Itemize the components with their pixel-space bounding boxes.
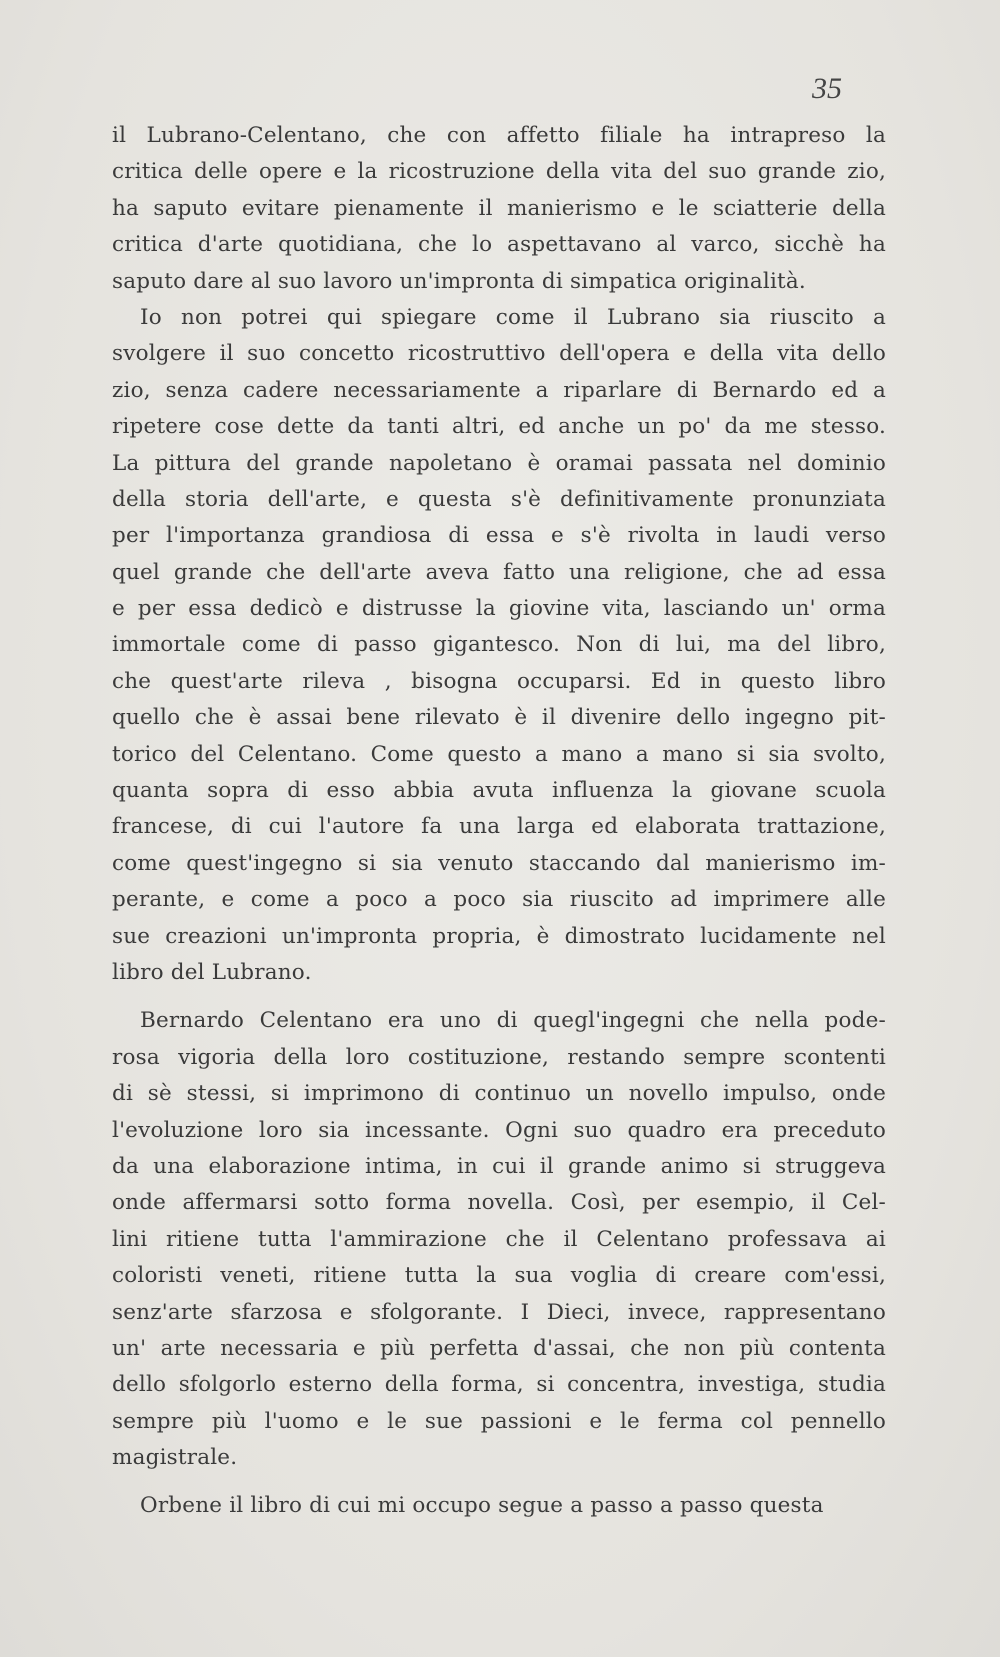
paragraph [112, 118, 886, 300]
text-line: zio, senza cadere necessariamente a riparlare di Bernardo ed a [112, 377, 886, 403]
paragraph-gap [112, 991, 886, 1003]
text-line: quel grande che dell'arte aveva fatto una religione, che ad essa [112, 559, 886, 585]
text-line: l'evoluzione loro sia incessante. Ogni suo quadro era preceduto [112, 1117, 886, 1143]
text-line: sempre più l'uomo e le sue passioni e le ferma col pennello [112, 1408, 886, 1434]
text-line: rosa vigoria della loro costituzione, restando sempre scontenti [112, 1044, 886, 1070]
text-line: lini ritiene tutta l'ammirazione che il Celentano professava ai [112, 1226, 886, 1252]
text-line: perante, e come a poco a poco sia riuscito ad imprimere alle [112, 887, 886, 913]
text-line: onde affermarsi sotto forma novella. Così, per esempio, il Cel- [112, 1190, 886, 1216]
text-line: e per essa dedicò e distrusse la giovine vita, lasciando un' orma [112, 596, 886, 622]
text-line: quello che è assai bene rilevato è il divenire dello ingegno pit- [112, 705, 886, 731]
text-line: critica d'arte quotidiana, che lo aspettavano al varco, sicchè ha [112, 232, 886, 258]
text-line: La pittura del grande napoletano è oramai passata nel dominio [112, 450, 886, 476]
text-line: per l'importanza grandiosa di essa e s'è rivolta in laudi verso [112, 523, 886, 549]
text-line: sue creazioni un'impronta propria, è dimostrato lucidamente nel [112, 923, 886, 949]
text-line: di sè stessi, si imprimono di continuo un novello impulso, onde [112, 1081, 886, 1107]
text-line: un' arte necessaria e più perfetta d'assai, che non più contenta [112, 1335, 886, 1361]
text-line: della storia dell'arte, e questa s'è definitivamente pronunziata [112, 486, 886, 512]
text-line: il Lubrano-Celentano, che con affetto filiale ha intrapreso la [112, 123, 886, 148]
paragraph [112, 300, 886, 991]
text-line: saputo dare al suo lavoro un'impronta di simpatica originalità. [112, 268, 806, 294]
text-line: dello sfolgorlo esterno della forma, si concentra, investiga, studia [112, 1372, 886, 1398]
paragraph [112, 1003, 886, 1476]
text-line: come quest'ingegno si sia venuto staccando dal manierismo im- [112, 850, 886, 876]
text-line: magistrale. [112, 1445, 238, 1471]
text-line: Bernardo Celentano era uno di quegl'ingegni che nella pode- [140, 1008, 886, 1034]
text-line: immortale come di passo gigantesco. Non di lui, ma del libro, [112, 632, 886, 658]
paragraph [112, 1488, 886, 1524]
text-line: ripetere cose dette da tanti altri, ed anche un po' da me stesso. [112, 414, 886, 440]
text-line: torico del Celentano. Come questo a mano a mano si sia svolto, [112, 741, 886, 767]
text-line: Orbene il libro di cui mi occupo segue a passo a passo questa [140, 1493, 824, 1519]
paragraph-gap [112, 1476, 886, 1488]
text-line: senz'arte sfarzosa e sfolgorante. I Dieci, invece, rappresentano [112, 1299, 886, 1325]
text-line: libro del Lubrano. [112, 959, 312, 985]
text-line: che quest'arte rileva , bisogna occuparsi. Ed in questo libro [112, 668, 886, 694]
text-line: critica delle opere e la ricostruzione della vita del suo grande zio, [112, 159, 886, 185]
text-line: svolgere il suo concetto ricostruttivo dell'opera e della vita dello [112, 341, 886, 367]
text-line: da una elaborazione intima, in cui il grande animo si struggeva [112, 1153, 886, 1179]
text-line: coloristi veneti, ritiene tutta la sua voglia di creare com'essi, [112, 1263, 886, 1289]
page-number: 35 [812, 72, 842, 105]
text-line: quanta sopra di esso abbia avuta influenza la giovane scuola [112, 778, 886, 804]
text-line: ha saputo evitare pienamente il manierismo e le sciatterie della [112, 195, 886, 221]
text-line: francese, di cui l'autore fa una larga ed elaborata trattazione, [112, 814, 886, 840]
text-line: Io non potrei qui spiegare come il Lubrano sia riuscito a [140, 304, 886, 330]
body-text [112, 118, 886, 1525]
